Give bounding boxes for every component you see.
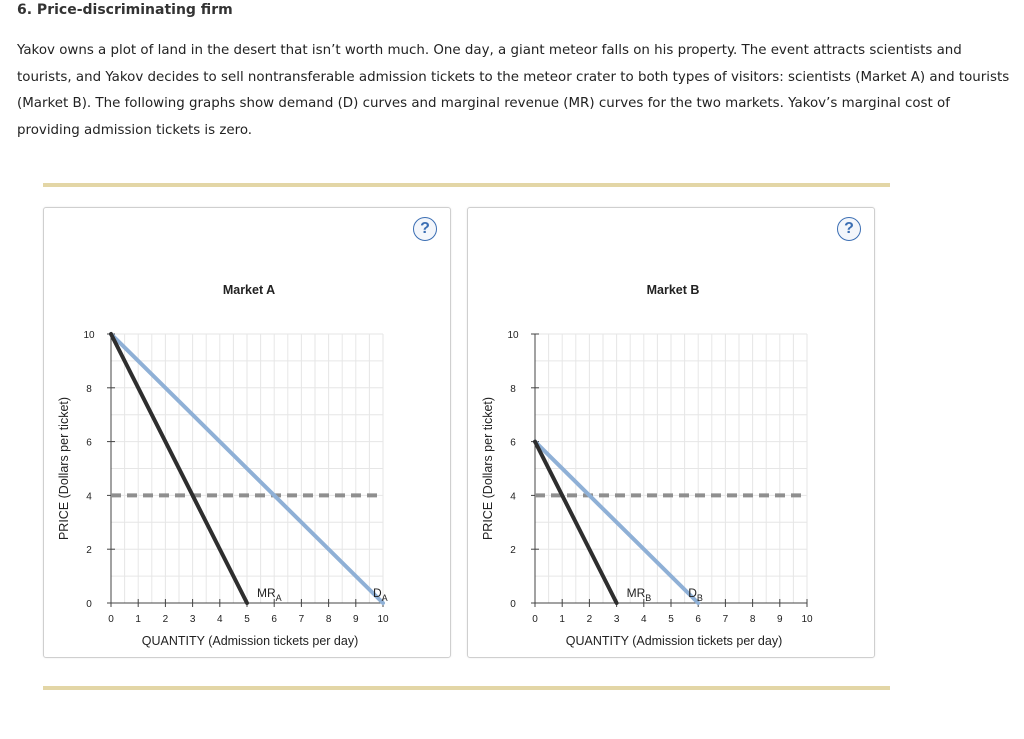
help-icon[interactable]: ? <box>413 217 437 241</box>
x-tick-label: 0 <box>532 614 538 625</box>
market-b-panel <box>467 207 875 658</box>
y-tick-label: 8 <box>86 383 92 395</box>
y-axis-label: PRICE (Dollars per ticket) <box>481 396 495 541</box>
x-tick-label: 8 <box>325 614 332 625</box>
market-b-chart <box>468 208 874 657</box>
x-axis-label: QUANTITY (Admission tickets per day) <box>141 634 359 648</box>
y-tick-label: 10 <box>507 330 519 341</box>
x-tick-label: 1 <box>135 614 141 625</box>
x-tick-label: 4 <box>217 614 223 625</box>
x-tick-label: 6 <box>271 614 277 625</box>
chart-title: Market B <box>646 283 700 297</box>
market-a-panel <box>43 207 451 658</box>
x-axis-label: QUANTITY (Admission tickets per day) <box>565 634 783 648</box>
x-tick-label: 7 <box>298 614 305 625</box>
x-tick-label: 0 <box>108 614 114 625</box>
x-tick-label: 2 <box>162 614 169 625</box>
x-tick-label: 4 <box>641 614 647 625</box>
x-tick-label: 1 <box>559 614 565 625</box>
y-tick-label: 2 <box>510 545 516 557</box>
chart-title: Market A <box>222 283 276 297</box>
x-tick-label: 10 <box>377 614 389 625</box>
y-axis-label: PRICE (Dollars per ticket) <box>57 396 71 541</box>
x-tick-label: 6 <box>695 614 701 625</box>
x-tick-label: 5 <box>244 614 250 625</box>
x-tick-label: 7 <box>722 614 729 625</box>
y-tick-label: 8 <box>510 383 516 395</box>
question-title: 6. Price-discriminating firm <box>17 2 233 18</box>
mr-label: $MR_B$ <box>626 586 652 603</box>
y-tick-label: 2 <box>86 545 92 557</box>
y-tick-label: 6 <box>510 437 516 449</box>
x-tick-label: 10 <box>801 614 813 625</box>
y-tick-label: 6 <box>86 437 92 449</box>
x-tick-label: 9 <box>777 614 783 625</box>
x-tick-label: 3 <box>189 614 196 625</box>
top-divider <box>43 183 890 187</box>
y-tick-label: 4 <box>510 491 516 503</box>
demand-label: $D_A$ <box>373 586 388 603</box>
demand-label: $D_B$ <box>688 586 703 603</box>
x-tick-label: 2 <box>586 614 593 625</box>
x-tick-label: 3 <box>613 614 620 625</box>
market-a-chart <box>44 208 450 657</box>
x-tick-label: 5 <box>668 614 674 625</box>
y-tick-label: 0 <box>86 599 92 610</box>
mr-label: $MR_A$ <box>257 586 282 603</box>
x-tick-label: 9 <box>353 614 359 625</box>
question-text: Yakov owns a plot of land in the desert that isn’t worth much. One day, a giant meteor falls on his property. The event attracts scientists and tourists, and Yakov decides to sell nontransferable admission tickets to the meteor crater to both types of visitors: scientists (Market A) and tourists (Market B). The following graphs show demand (D) curves and marginal revenue (MR) curves for the two markets. Yakov’s marginal cost of providing admission tickets is zero. <box>17 43 1010 138</box>
x-tick-label: 8 <box>749 614 756 625</box>
y-tick-label: 0 <box>510 599 516 610</box>
help-icon[interactable]: ? <box>837 217 861 241</box>
bottom-divider <box>43 686 890 690</box>
y-tick-label: 4 <box>86 491 92 503</box>
y-tick-label: 10 <box>83 330 95 341</box>
